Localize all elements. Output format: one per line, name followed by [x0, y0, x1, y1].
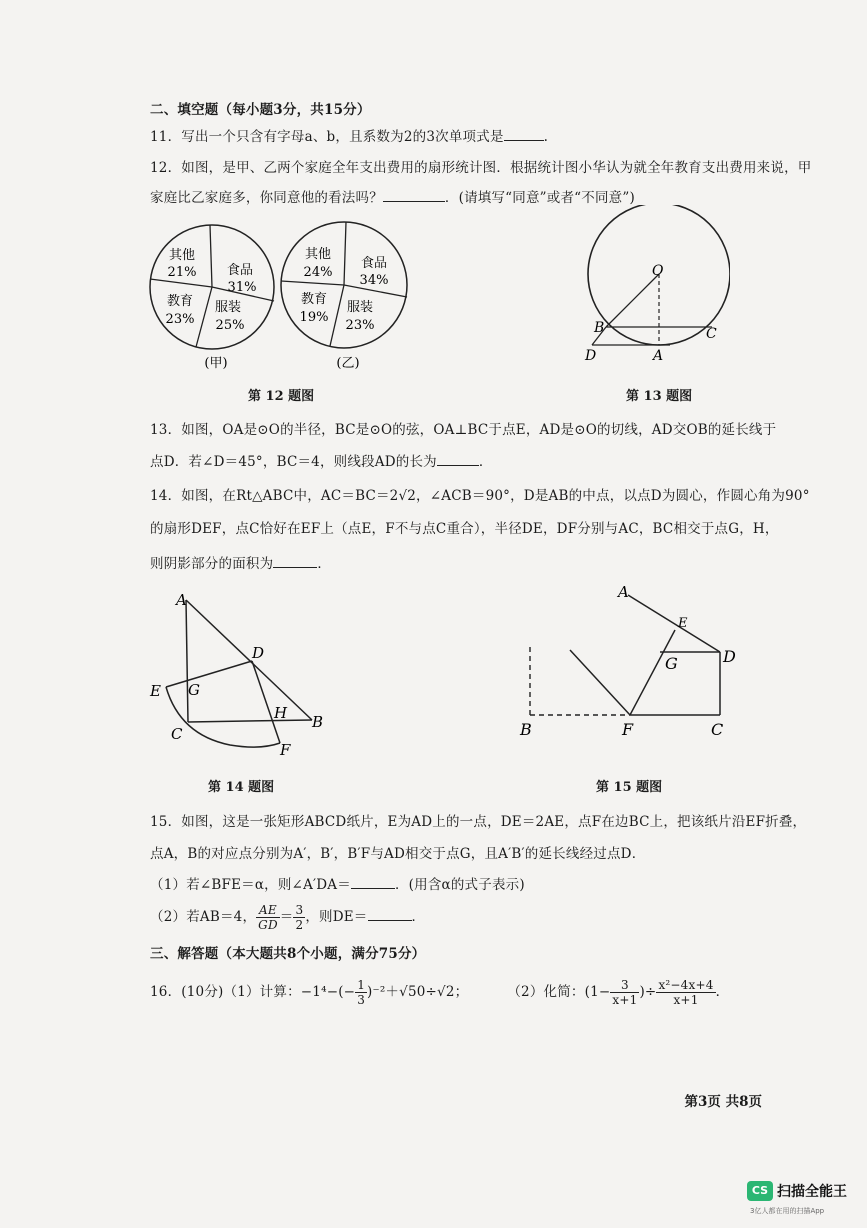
fraction-numerator: x²−4x+4	[658, 978, 714, 992]
fraction-numerator: 1	[357, 978, 366, 992]
fraction-numerator: AE	[256, 903, 280, 918]
answer-blank-13[interactable]	[437, 453, 479, 466]
label-a: A	[618, 583, 629, 601]
fraction-denominator: x+1	[673, 993, 699, 1007]
answer-blank-11[interactable]	[504, 128, 544, 141]
question-15-part-2	[150, 900, 425, 934]
radius-df	[252, 661, 280, 743]
camscanner-tagline: 3亿人都在用的扫描App	[750, 1207, 825, 1215]
pie-jia-label-food: 食品	[226, 263, 254, 278]
label-f: F	[280, 741, 291, 759]
label-c: C	[171, 725, 183, 743]
question-16-part-1-a: 16．(10分)（1）计算：−1⁴−(−	[150, 984, 356, 1000]
label-a: A	[176, 591, 187, 609]
section-3-heading: 三、解答题（本大题共8个小题，满分75分）	[150, 946, 426, 962]
label-d: D	[585, 348, 597, 364]
fraction-numerator: 3	[610, 978, 639, 993]
question-12-text-b: ．(请填写“同意”或者“不同意”)	[444, 190, 635, 206]
figure-12-pies	[140, 210, 430, 380]
question-12-text-a: 家庭比乙家庭多，你同意他的看法吗？	[150, 190, 383, 206]
answer-blank-12[interactable]	[383, 189, 445, 202]
label-g: G	[665, 654, 678, 673]
radius-de	[166, 661, 252, 687]
label-d: D	[723, 647, 736, 666]
fraction-denominator: 2	[295, 918, 304, 932]
question-15-part-2-text-b: ，则DE＝	[305, 909, 368, 925]
question-13-text-a: 点D．若∠D＝45°，BC＝4，则线段AD的长为	[150, 454, 437, 470]
pie-jia-label-clothing: 服装	[214, 300, 242, 315]
question-12-line-1: 12．如图，是甲、乙两个家庭全年支出费用的扇形统计图．根据统计图小华认为就全年教育支出费用来说，甲	[150, 160, 812, 176]
label-h: H	[274, 704, 288, 722]
question-15-line-1: 15．如图，这是一张矩形ABCD纸片，E为AD上的一点，DE＝2AE，点F在边BC上，把该纸片沿EF折叠，	[150, 814, 807, 830]
pie-yi-divider	[344, 222, 346, 285]
question-15-part-1-text-b: ．(用含α的式子表示)	[394, 877, 525, 893]
pie-yi-pct-other: 24%	[303, 265, 333, 280]
label-e: E	[150, 682, 161, 700]
figure-14-caption: 第 14 题图	[208, 780, 275, 795]
label-g: G	[188, 681, 200, 699]
figure-13-caption: 第 13 题图	[626, 389, 693, 404]
question-15-line-2: 点A，B的对应点分别为A′，B′，B′F与AD相交于点G，且A′B′的延长线经过点D．	[150, 846, 646, 862]
label-e: E	[678, 616, 688, 631]
question-15-part-2-text-a: （2）若AB＝4，	[150, 909, 257, 925]
question-13-text-b: ．	[478, 454, 493, 470]
segment-ab	[186, 600, 312, 720]
pie-jia-caption: (甲)	[204, 356, 228, 371]
fraction-three-halves	[293, 903, 305, 932]
question-14-line-3	[150, 552, 331, 572]
label-b: B	[594, 320, 605, 336]
fraction-numerator: 3	[295, 903, 304, 917]
question-16-part-2-b: )÷	[639, 984, 657, 1000]
question-11: 11．写出一个只含有字母a、b，且系数为2的3次单项式是 .	[150, 129, 549, 145]
fraction-denominator: x+1	[612, 993, 638, 1007]
question-15-part-1-text-a: （1）若∠BFE＝α，则∠A′DA＝	[150, 877, 351, 893]
pie-yi-label-education: 教育	[300, 292, 328, 307]
label-o: O	[652, 263, 664, 279]
arc-ef	[166, 687, 280, 747]
label-c: C	[706, 326, 717, 342]
question-16	[150, 972, 729, 1012]
pie-yi-label-clothing: 服装	[346, 300, 374, 315]
page-number: 第3页 共8页	[684, 1094, 762, 1110]
pie-jia-pct-other: 21%	[167, 265, 197, 280]
segment-ac	[186, 600, 188, 722]
label-a: A	[653, 348, 664, 364]
pie-jia-pct-clothing: 25%	[215, 318, 245, 333]
label-c: C	[711, 720, 724, 739]
fraction-one-third	[355, 978, 367, 1007]
pie-yi-divider	[281, 281, 344, 285]
label-b: B	[312, 713, 324, 731]
question-15-part-1	[150, 873, 525, 893]
figure-12-caption: 第 12 题图	[248, 389, 315, 404]
question-16-part-2-a: （2）化简：(1−	[507, 984, 611, 1000]
question-13-line-2	[150, 450, 493, 470]
question-15-part-2-text-c: ．	[411, 909, 426, 925]
label-f: F	[622, 720, 634, 739]
pie-jia-divider	[150, 279, 212, 287]
fold-line-ef	[570, 650, 630, 715]
answer-blank-14[interactable]	[273, 555, 317, 568]
label-b: B	[520, 720, 532, 739]
figure-15-caption: 第 15 题图	[596, 780, 663, 795]
answer-blank-15-2[interactable]	[368, 908, 412, 921]
pie-yi	[281, 222, 407, 348]
pie-yi-label-other: 其他	[304, 247, 332, 262]
camscanner-logo-icon: CS	[747, 1181, 773, 1201]
question-12-line-2	[150, 186, 635, 206]
pie-yi-divider	[330, 285, 344, 346]
pie-yi-caption: (乙)	[336, 356, 360, 371]
figure-14	[140, 585, 340, 765]
pie-jia-pct-education: 23%	[165, 312, 195, 327]
pie-yi-pct-clothing: 23%	[345, 318, 375, 333]
pie-jia-label-education: 教育	[166, 294, 194, 309]
camscanner-watermark: 扫描全能王	[777, 1184, 847, 1200]
question-13-line-1: 13．如图，OA是⊙O的半径，BC是⊙O的弦，OA⊥BC于点E，AD是⊙O的切线，AD交OB的延长线于	[150, 422, 777, 438]
question-11-text: 11．写出一个只含有字母a、b，且系数为2的3次单项式是	[150, 129, 504, 145]
question-14-text-b: ．	[317, 556, 332, 572]
segment-a-prime-d	[628, 595, 720, 652]
pie-jia-label-other: 其他	[168, 248, 196, 263]
figure-15	[510, 575, 760, 770]
question-14-line-2: 的扇形DEF，点C恰好在EF上（点E，F不与点C重合），半径DE，DF分别与AC，BC相交于点G，H，	[150, 521, 779, 537]
pie-jia-divider	[210, 225, 212, 287]
label-d: D	[252, 644, 265, 662]
segment-ob	[606, 274, 659, 327]
fraction-denominator: 3	[357, 993, 366, 1007]
question-16-part-2-c: ．	[715, 984, 730, 1000]
section-2-heading: 二、填空题（每小题3分，共15分）	[150, 102, 371, 118]
equals-sign: ＝	[279, 909, 294, 925]
pie-jia	[150, 225, 274, 349]
segment-cb	[188, 720, 312, 722]
answer-blank-15-1[interactable]	[351, 876, 395, 889]
question-14-line-1: 14．如图，在Rt△ABC中，AC＝BC＝2√2，∠ACB＝90°，D是AB的中点，以点D为圆心，作圆心角为90°	[150, 488, 810, 504]
question-16-part-1-b: )⁻²＋√50÷√2；	[367, 984, 469, 1000]
fraction-3-over-x-plus-1	[610, 978, 639, 1007]
pie-yi-label-food: 食品	[360, 256, 388, 271]
fraction-polynomial	[656, 978, 715, 1007]
pie-yi-pct-education: 19%	[299, 310, 329, 325]
fraction-denominator: GD	[258, 918, 278, 932]
figure-13	[580, 205, 730, 370]
pie-yi-pct-food: 34%	[359, 273, 389, 288]
pie-jia-pct-food: 31%	[227, 280, 257, 295]
pie-jia-divider	[196, 287, 212, 347]
question-14-text-a: 则阴影部分的面积为	[150, 556, 274, 572]
fraction-ae-over-gd	[256, 903, 280, 932]
